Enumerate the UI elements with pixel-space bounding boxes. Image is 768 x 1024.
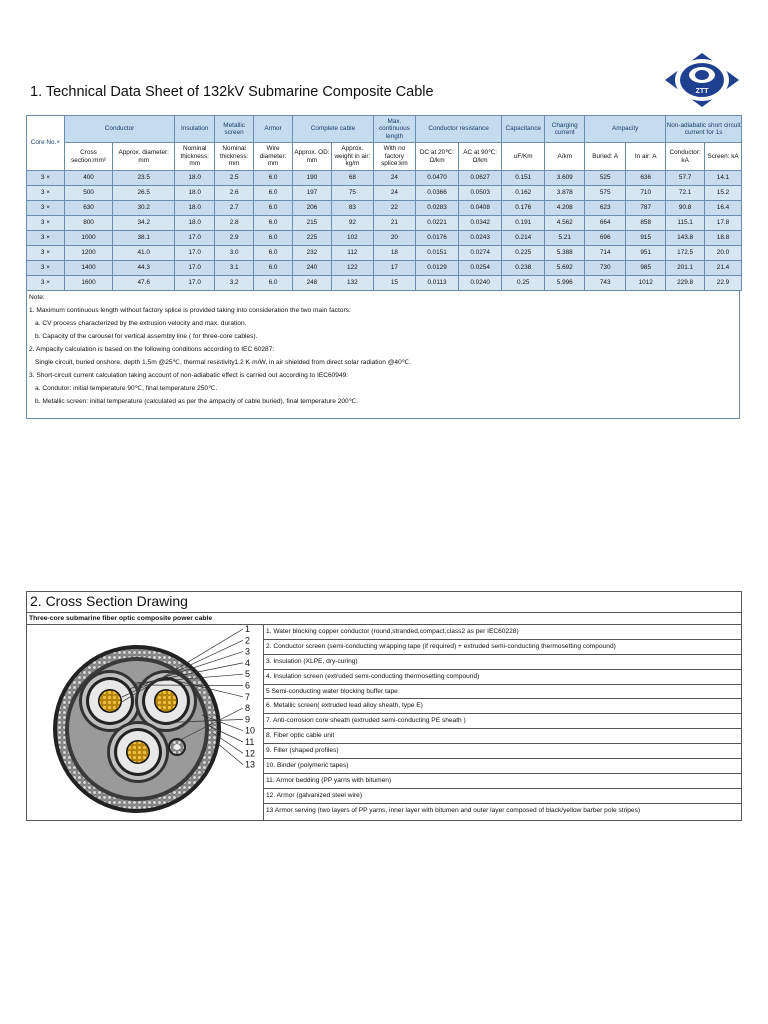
table-cell: 232: [292, 246, 331, 261]
table-cell: 0.0254: [459, 261, 502, 276]
header-capacitance: Capacitance: [502, 116, 545, 143]
header-sub: Approx. OD: mm: [292, 143, 331, 171]
note-line: b. Capacity of the carousel for vertical assembly line ( for three-core cables).: [35, 333, 258, 340]
callout-number: 5: [245, 669, 251, 680]
spec-table: [26, 115, 742, 291]
callout-number: 8: [245, 703, 251, 714]
header-sub: Approx. weight in air: kg/m: [331, 143, 373, 171]
table-cell: 21.4: [705, 261, 742, 276]
table-cell: 115.1: [666, 216, 705, 231]
table-cell: 17.0: [175, 261, 215, 276]
header-sub: Buried: A: [585, 143, 626, 171]
note-line: 3. Short-circuit current calculation taking account of non-adiabatic effect is carried out according to IEC60949:: [29, 372, 349, 379]
table-cell: 18.0: [175, 201, 215, 216]
legend-item: 10. Binder (polymeric tapes): [264, 759, 741, 774]
ztt-logo: [662, 50, 742, 110]
table-cell: 90.8: [666, 201, 705, 216]
table-cell: 41.0: [113, 246, 175, 261]
table-cell: 0.0129: [415, 261, 458, 276]
table-row: [27, 246, 742, 261]
table-cell: 0.0342: [459, 216, 502, 231]
table-cell: 18.8: [705, 231, 742, 246]
table-cell: 0.176: [502, 201, 545, 216]
table-cell: 0.0627: [459, 171, 502, 186]
table-cell: 1000: [64, 231, 112, 246]
cross-section-drawing: [27, 625, 264, 820]
header-sub: Wire diameter: mm: [254, 143, 293, 171]
table-cell: 5.996: [545, 276, 585, 291]
table-cell: 0.0274: [459, 246, 502, 261]
table-cell: 623: [585, 201, 626, 216]
table-cell: 3.609: [545, 171, 585, 186]
legend-item: 2. Conductor screen (semi-conducting wrapping tape (if required) + extruded semi-conducting thermosetting compound): [264, 640, 741, 655]
table-cell: 18: [373, 246, 415, 261]
table-cell: 630: [64, 201, 112, 216]
table-cell: 248: [292, 276, 331, 291]
table-cell: 143.8: [666, 231, 705, 246]
table-cell: 44.3: [113, 261, 175, 276]
table-cell: 38.1: [113, 231, 175, 246]
table-cell: 0.0113: [415, 276, 458, 291]
callout-number: 12: [245, 748, 256, 759]
table-cell: 4.562: [545, 216, 585, 231]
table-cell: 15: [373, 276, 415, 291]
header-complete-cable: Complete cable: [292, 116, 373, 143]
header-sub: A/km: [545, 143, 585, 171]
table-cell: 240: [292, 261, 331, 276]
table-cell: 1400: [64, 261, 112, 276]
table-cell: 6.0: [254, 231, 293, 246]
section-title: 2. Cross Section Drawing: [30, 593, 188, 609]
table-cell: 215: [292, 216, 331, 231]
table-cell: 17.8: [705, 216, 742, 231]
table-cell: 17.0: [175, 231, 215, 246]
table-cell: 0.191: [502, 216, 545, 231]
table-cell: 714: [585, 246, 626, 261]
table-cell: 2.8: [215, 216, 254, 231]
legend-item: 5 Semi-conducting water blocking buffer tape: [264, 685, 741, 700]
table-cell: 0.151: [502, 171, 545, 186]
table-cell: 0.214: [502, 231, 545, 246]
callout-number: 4: [245, 657, 251, 668]
legend-item: 1. Water blocking copper conductor (round,stranded,compact,class2 as per IEC60228): [264, 625, 741, 640]
table-cell: 3 ×: [27, 186, 65, 201]
table-cell: 17: [373, 261, 415, 276]
table-cell: 664: [585, 216, 626, 231]
table-cell: 206: [292, 201, 331, 216]
header-insulation: Insulation: [175, 116, 215, 143]
table-row: [27, 201, 742, 216]
table-cell: 985: [626, 261, 666, 276]
header-sub: AC at 90℃: Ω/km: [459, 143, 502, 171]
table-cell: 730: [585, 261, 626, 276]
table-cell: 500: [64, 186, 112, 201]
callout-line: [217, 743, 243, 765]
callout-labels: [245, 625, 255, 770]
spec-table-body: [27, 171, 742, 291]
table-cell: 122: [331, 261, 373, 276]
table-cell: 16.4: [705, 201, 742, 216]
table-cell: 1600: [64, 276, 112, 291]
table-cell: 72.1: [666, 186, 705, 201]
table-row: [27, 231, 742, 246]
table-cell: 0.0470: [415, 171, 458, 186]
core-3: [107, 721, 169, 783]
legend-item: 8. Fiber optic cable unit: [264, 729, 741, 744]
table-cell: 24: [373, 186, 415, 201]
notes-block: [26, 291, 740, 419]
cable-cross-section: [27, 625, 263, 820]
table-cell: 57.7: [666, 171, 705, 186]
table-cell: 6.0: [254, 201, 293, 216]
table-cell: 400: [64, 171, 112, 186]
table-cell: 22.9: [705, 276, 742, 291]
table-cell: 3 ×: [27, 246, 65, 261]
legend-item: 13 Armor serving (two layers of PP yarns, inner layer with bitumen and outer layer composed of black/yellow barber pole stripes): [266, 806, 641, 814]
table-cell: 5.21: [545, 231, 585, 246]
table-cell: 3.1: [215, 261, 254, 276]
legend-item: 12. Armor (galvanized steel wire): [264, 789, 741, 804]
table-cell: 2.6: [215, 186, 254, 201]
page-title: 1. Technical Data Sheet of 132kV Submarine Composite Cable: [30, 84, 434, 100]
header-sub: Nominal thickness: mm: [215, 143, 254, 171]
legend-item: 4. Insulation screen (extruded semi-conducting thermosetting compound): [264, 670, 741, 685]
header-sub: Conductor: kA: [666, 143, 705, 171]
table-cell: 525: [585, 171, 626, 186]
callout-number: 2: [245, 635, 251, 646]
table-cell: 915: [626, 231, 666, 246]
table-cell: 24: [373, 171, 415, 186]
table-cell: 18.0: [175, 186, 215, 201]
table-cell: 1200: [64, 246, 112, 261]
table-cell: 197: [292, 186, 331, 201]
table-cell: 34.2: [113, 216, 175, 231]
table-cell: 92: [331, 216, 373, 231]
table-cell: 0.0151: [415, 246, 458, 261]
table-cell: 112: [331, 246, 373, 261]
header-resistance: Conductor resistance: [415, 116, 501, 143]
table-cell: 26.5: [113, 186, 175, 201]
table-cell: 951: [626, 246, 666, 261]
table-cell: 3 ×: [27, 231, 65, 246]
table-cell: 6.0: [254, 261, 293, 276]
table-cell: 17.0: [175, 246, 215, 261]
table-cell: 3 ×: [27, 261, 65, 276]
table-cell: 6.0: [254, 171, 293, 186]
table-cell: 20: [373, 231, 415, 246]
table-cell: 0.0240: [459, 276, 502, 291]
callout-number: 7: [245, 691, 251, 702]
table-cell: 75: [331, 186, 373, 201]
table-cell: 6.0: [254, 246, 293, 261]
header-short-circuit: Non-adiabatic short circuit current for 1s: [666, 116, 742, 143]
header-sub: Nominal thickness: mm: [175, 143, 215, 171]
table-cell: 1012: [626, 276, 666, 291]
table-cell: 172.5: [666, 246, 705, 261]
note-line: a. Condutor: initial temperature 90℃, final temperature 250℃.: [35, 385, 218, 392]
table-cell: 201.1: [666, 261, 705, 276]
legend-item: 11. Armor bedding (PP yarns with bitumen): [264, 774, 741, 789]
header-sub: Cross section:mm²: [64, 143, 112, 171]
table-cell: 0.225: [502, 246, 545, 261]
table-cell: 229.8: [666, 276, 705, 291]
table-cell: 0.25: [502, 276, 545, 291]
table-cell: 0.0283: [415, 201, 458, 216]
callout-number: 1: [245, 625, 251, 634]
callout-number: 13: [245, 759, 256, 770]
callout-number: 9: [245, 714, 251, 725]
table-cell: 0.0176: [415, 231, 458, 246]
table-cell: 83: [331, 201, 373, 216]
table-cell: 225: [292, 231, 331, 246]
table-cell: 0.0221: [415, 216, 458, 231]
header-sub: uF/Km: [502, 143, 545, 171]
table-cell: 17.0: [175, 276, 215, 291]
table-row: [27, 171, 742, 186]
table-cell: 575: [585, 186, 626, 201]
table-row: [27, 276, 742, 291]
header-armor: Armor: [254, 116, 293, 143]
table-row: [27, 261, 742, 276]
table-cell: 6.0: [254, 186, 293, 201]
table-cell: 6.0: [254, 276, 293, 291]
legend-item: 6. Metallic screen( extruded lead alloy sheath, type E): [264, 699, 741, 714]
table-cell: 800: [64, 216, 112, 231]
cross-section-panel: [26, 591, 742, 821]
table-cell: 3 ×: [27, 276, 65, 291]
table-cell: 710: [626, 186, 666, 201]
note-line: Note:: [29, 294, 45, 301]
table-cell: 15.2: [705, 186, 742, 201]
table-cell: 743: [585, 276, 626, 291]
table-cell: 23.5: [113, 171, 175, 186]
table-cell: 787: [626, 201, 666, 216]
table-cell: 3 ×: [27, 171, 65, 186]
table-cell: 0.238: [502, 261, 545, 276]
table-cell: 21: [373, 216, 415, 231]
table-cell: 0.0408: [459, 201, 502, 216]
table-cell: 30.2: [113, 201, 175, 216]
table-cell: 858: [626, 216, 666, 231]
table-cell: 3 ×: [27, 216, 65, 231]
table-cell: 0.162: [502, 186, 545, 201]
note-line: b. Metallic screen: initial temperature (calculated as per the ampacity of cable buried), final temperature 200℃.: [35, 398, 358, 405]
legend-item: 9. Filler (shaped profiles): [264, 744, 741, 759]
table-cell: 190: [292, 171, 331, 186]
header-max-length: Max. continuous length: [373, 116, 415, 143]
table-cell: 18.0: [175, 171, 215, 186]
table-cell: 4.208: [545, 201, 585, 216]
header-ampacity: Ampacity: [585, 116, 666, 143]
note-line: a. CV process characterized by the extrusion velocity and max. duration.: [35, 320, 247, 327]
note-line: 2. Ampacity calculation is based on the following conditions according to IEC 60287:: [29, 346, 275, 353]
table-cell: 2.5: [215, 171, 254, 186]
section-subtitle: Three-core submarine fiber optic composite power cable: [27, 612, 741, 625]
legend-item: 7. Anti-corrosion core sheath (extruded semi-conducting PE sheath ): [264, 714, 741, 729]
table-cell: 636: [626, 171, 666, 186]
header-sub: With no factory splice:km: [373, 143, 415, 171]
table-row: [27, 216, 742, 231]
table-cell: 696: [585, 231, 626, 246]
header-charging: Charging current: [545, 116, 585, 143]
table-cell: 0.0503: [459, 186, 502, 201]
header-sub: Screen: kA: [705, 143, 742, 171]
table-cell: 47.6: [113, 276, 175, 291]
table-cell: 22: [373, 201, 415, 216]
table-cell: 68: [331, 171, 373, 186]
table-cell: 102: [331, 231, 373, 246]
table-cell: 5.692: [545, 261, 585, 276]
header-metallic-screen: Metallic screen: [215, 116, 254, 143]
table-cell: 3.0: [215, 246, 254, 261]
callout-number: 11: [245, 737, 255, 747]
table-cell: 2.9: [215, 231, 254, 246]
legend-list: [264, 625, 741, 819]
legend-item: 3. Insulation (XLPE, dry-curing): [264, 655, 741, 670]
header-conductor: Conductor: [64, 116, 174, 143]
header-sub: In air: A: [626, 143, 666, 171]
header-sub: DC at 20℃: Ω/km: [415, 143, 458, 171]
callout-number: 10: [245, 725, 256, 736]
header-sub: Approx. diameter: mm: [113, 143, 175, 171]
table-cell: 0.0243: [459, 231, 502, 246]
logo-text: ZTT: [695, 88, 709, 95]
note-line: Single circuit, buried onshore, depth 1.5m @25℃, thermal resistivity1.2 K·m/W, in air shielded from direct solar radiation @40℃.: [35, 359, 411, 366]
table-cell: 3 ×: [27, 201, 65, 216]
table-cell: 14.1: [705, 171, 742, 186]
callout-number: 6: [245, 680, 251, 691]
table-cell: 20.0: [705, 246, 742, 261]
table-cell: 2.7: [215, 201, 254, 216]
table-cell: 132: [331, 276, 373, 291]
table-cell: 0.0366: [415, 186, 458, 201]
note-line: 1. Maximum continuous length without factory splice is provided taking into consideration the two main factors:: [29, 307, 351, 314]
fiber-optic-unit: [168, 738, 186, 756]
table-cell: 5.388: [545, 246, 585, 261]
table-cell: 3.2: [215, 276, 254, 291]
callout-line: [139, 685, 243, 686]
table-row: [27, 186, 742, 201]
callout-number: 3: [245, 646, 251, 657]
table-cell: 6.0: [254, 216, 293, 231]
table-cell: 3.878: [545, 186, 585, 201]
table-cell: 18.0: [175, 216, 215, 231]
header-core: Core No.×: [27, 116, 65, 171]
